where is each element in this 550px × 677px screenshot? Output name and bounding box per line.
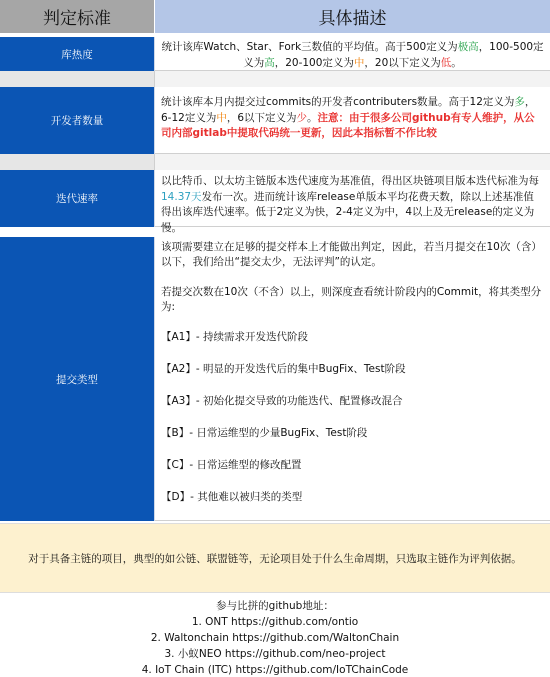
- desc-popularity: [155, 37, 550, 71]
- desc-commit-type: [155, 237, 550, 521]
- ref-item: 2. Waltonchain https://github.com/WaltonChain: [150, 632, 400, 644]
- refs-title: 参与比拼的github地址：: [216, 600, 334, 612]
- commit-type-intro: 该项需要建立在足够的提交样本上才能做出判定，因此，若当月提交在10次（含）以下，我们给出“提交太少，无法评判”的认定。: [161, 241, 542, 268]
- type-d: 【D】- 其他难以被归类的类型: [161, 491, 303, 503]
- type-b: 【B】- 日常运维型的少量BugFix、Test阶段: [161, 427, 368, 439]
- row-popularity: [0, 37, 550, 71]
- type-a3: 【A3】- 初始化提交导致的功能迭代、配置修改混合: [161, 395, 403, 407]
- text: 发布一次。进而统计该库release单版本平均花费天数，除以上述基准值得出该库迭代速率。低于2定义为快，2-4定义为中，4以上及无release的定义为慢。: [161, 190, 535, 234]
- commit-type-rule: 若提交次数在10次（不含）以上，则深度查看统计阶段内的Commit，将其类型分为:: [161, 286, 542, 313]
- desc-developers: [155, 87, 550, 154]
- text: ，100-500定义为: [243, 41, 544, 69]
- row-spacer: [0, 154, 550, 170]
- level-medium: 中: [216, 111, 227, 124]
- text: ，20以下定义为: [364, 56, 441, 69]
- text: ，6-12定义为: [161, 96, 536, 124]
- text: ，6以下定义为: [226, 111, 297, 124]
- ref-item: 4. IoT Chain (ITC) https://github.com/IoTChainCode: [141, 664, 409, 676]
- table-header: [0, 0, 550, 33]
- ref-item: 3. 小蚁NEO https://github.com/neo-project: [164, 648, 386, 660]
- text: 。: [451, 56, 462, 69]
- row-developers: [0, 87, 550, 154]
- label-commit-type: 提交类型: [0, 237, 155, 521]
- desc-iteration: [155, 170, 550, 234]
- type-a1: 【A1】- 持续需求开发迭代阶段: [161, 331, 308, 343]
- text: ，20-100定义为: [274, 56, 354, 69]
- label-developers: 开发者数量: [0, 87, 155, 154]
- level-few: 少: [296, 111, 308, 124]
- label-iteration: 迭代速率: [0, 170, 155, 227]
- row-commit-type: [0, 237, 550, 521]
- level-very-high: 极高: [457, 41, 479, 53]
- developers-note: 注意：由于很多公司github有专人维护，从公司内部gitlab中提取代码统一更新，因此本指标暂不作比较: [161, 111, 535, 139]
- text: 统计该库本月内提交过commits的开发者contributers数量。高于12定义为: [161, 96, 515, 108]
- header-description: 具体描述: [155, 0, 550, 33]
- row-iteration: [0, 170, 550, 234]
- benchmark-days: 14.37天: [161, 190, 202, 203]
- github-references: [0, 598, 550, 677]
- level-high: 高: [264, 56, 275, 69]
- level-many: 多: [514, 96, 525, 108]
- text: 以比特币、以太坊主链版本迭代速度为基准值，得出区块链项目版本迭代标准为每: [161, 175, 539, 187]
- text: 统计该库Watch、Star、Fork三数值的平均值。高于500定义为: [161, 41, 458, 53]
- level-medium: 中: [353, 56, 365, 69]
- mainchain-note: 对于具备主链的项目，典型的如公链、联盟链等，无论项目处于什么生命周期，只选取主链作为评判依据。: [0, 523, 550, 593]
- type-a2: 【A2】- 明显的开发迭代后的集中BugFix、Test阶段: [161, 363, 406, 375]
- level-low: 低: [440, 56, 452, 69]
- row-spacer: [0, 71, 550, 87]
- header-criteria: 判定标准: [0, 0, 155, 33]
- ref-item: 1. ONT https://github.com/ontio: [191, 616, 359, 628]
- text: 。: [307, 111, 318, 124]
- label-popularity: 库热度: [0, 37, 155, 71]
- type-c: 【C】- 日常运维型的修改配置: [161, 459, 302, 471]
